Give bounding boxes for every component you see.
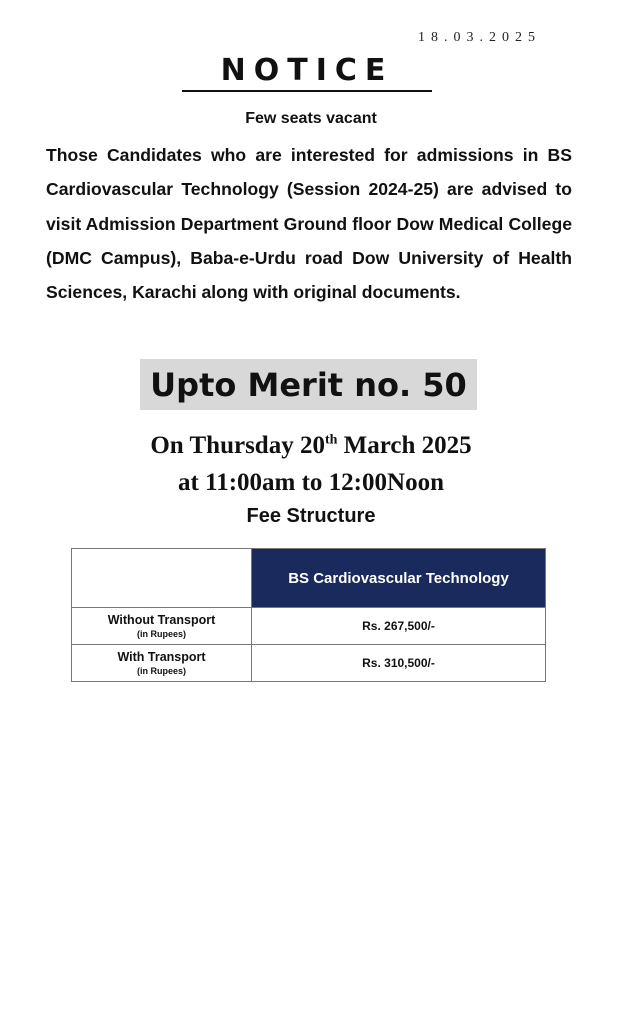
schedule-date-prefix: On Thursday 20 bbox=[150, 432, 325, 459]
fee-row-label bbox=[72, 645, 252, 682]
fee-table-corner-cell bbox=[72, 549, 252, 608]
fee-row-label bbox=[72, 608, 252, 645]
table-row bbox=[72, 645, 546, 682]
fee-structure-heading: Fee Structure bbox=[246, 505, 376, 527]
fee-row-label-sub: (in Rupees) bbox=[136, 665, 186, 676]
schedule-time: at 11:00am to 12:00Noon bbox=[178, 469, 444, 496]
fee-table-column-header: BS Cardiovascular Technology bbox=[252, 549, 546, 608]
fee-table bbox=[71, 548, 546, 682]
schedule-date-suffix: th bbox=[324, 432, 338, 448]
notice-body: Those Candidates who are interested for admissions in BS Cardiovascular Technology (Session 2024-25) are advised to visit Admission Department Ground floor Dow Medical College (DMC Campus), Baba-e-Urdu road Dow University of Health Sciences, Karachi along with original documents. bbox=[46, 145, 572, 303]
schedule-date bbox=[0, 428, 622, 464]
merit-text: Upto Merit no. 50 bbox=[150, 365, 467, 404]
fee-row-value: Rs. 310,500/- bbox=[252, 645, 546, 682]
fee-table-header-row bbox=[72, 549, 546, 608]
notice-date: 18.03.2025 bbox=[418, 30, 541, 45]
schedule-date-rest: March 2025 bbox=[337, 432, 472, 459]
merit-highlight-box bbox=[140, 359, 477, 410]
fee-row-label-main: Without Transport bbox=[107, 612, 216, 627]
table-row bbox=[72, 608, 546, 645]
fee-row-value: Rs. 267,500/- bbox=[252, 608, 546, 645]
seats-vacant-line: Few seats vacant bbox=[245, 110, 377, 127]
fee-row-label-main: With Transport bbox=[117, 649, 206, 664]
fee-row-label-sub: (in Rupees) bbox=[136, 628, 186, 639]
notice-title: NOTICE bbox=[182, 52, 432, 92]
